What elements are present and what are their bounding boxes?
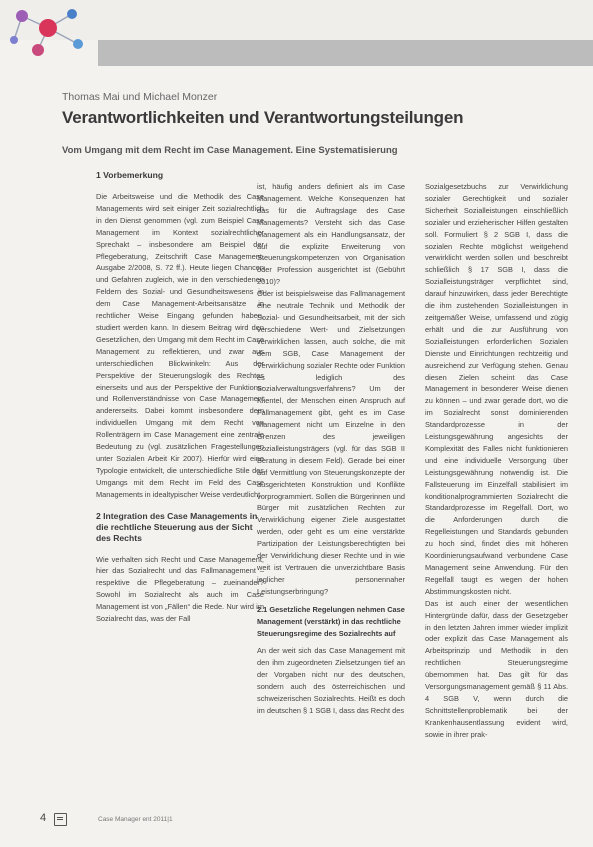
page-footer	[40, 812, 560, 828]
journal-reference: Case Manager ent 2011|1	[98, 816, 173, 823]
article-title: Verantwortlichkeiten und Verantwortungsteilungen	[62, 108, 464, 127]
body-paragraph: Das ist auch einer der wesentlichen Hintergründe dafür, dass der Gesetzgeber in den letzten Jahren immer wieder implizit oder explizit das Case Management als Arbeitsprinzip und Methodik in den rechtlichen Steuerungsregime übernommen hat. Das gilt für das Versorgungsmanagement gemäß § 11 Abs. 4 SGB V, wenn durch die Schnittstellenproblematik bei der Krankenhausentlassung evident wird, sowie in ihrer prak-	[425, 598, 568, 739]
page-number: 4	[40, 812, 47, 824]
section-heading-2: 2 Integration des Case Managements in die rechtliche Steuerung aus der Sicht des Rechts	[96, 510, 258, 543]
header-stripe	[98, 40, 593, 66]
column-1	[96, 170, 264, 625]
article-subtitle: Vom Umgang mit dem Recht im Case Management. Eine Systematisierung	[62, 145, 398, 156]
authors: Thomas Mai und Michael Monzer	[62, 91, 218, 103]
body-paragraph: Wie verhalten sich Recht und Case Management, hier das Sozialrecht und das Fallmanagement – respektive die Pflegeberatung – zueinander? Sowohl im Sozialrecht als auch im Case Management ist von „Fällen“ die Rede. Nur wird im Sozialrecht das, was der Fall	[96, 554, 264, 624]
subsection-heading: 2.1 Gesetzliche Regelungen nehmen Case Management (verstärkt) in das rechtliche Steuerungsregime des Sozialrechts auf	[257, 604, 405, 638]
body-paragraph: An der weit sich das Case Management mit den ihm zugeordneten Zielsetzungen tief an der Vorgaben nicht nur des deutschen, sondern auch des österreichischen und schweizerischen Sozialrechts. Heißt es doch im deutschen § 1 SGB I, dass das Recht des	[257, 646, 405, 715]
molecule-network-logo	[8, 2, 90, 60]
body-paragraph: Sozialgesetzbuchs zur Verwirklichung sozialer Gerechtigkeit und sozialer Sicherheit Sozialleistungen einschließlich sozialer und erzieherischer Hilfen gestalten soll. Formuliert § 2 SGB I, dass die sozialen Rechte möglichst weitgehend verwirklicht werden sollen und beschreibt schließlich § 17 SGB I, dass die Sozialleistungsträger verpflichtet sind, darauf hinzuwirken, dass jeder Berechtigte die ihm zustehenden Sozialleistungen in zeitgemäßer Weise, umfassend und zügig erhält und die zur Ausführung von Sozialleistungen erforderlichen Sozialen Dienste und Einrichtungen rechtzeitig und ausreichend zur Verfügung stehen. Genau diesen Zielen scheint das Case Management in besonderer Weise dienen zu können – und zwar gerade dort, wo die im Sozialrecht sonst dominierenden Standardprozesse in der Leistungsgewährung angesichts der Komplexität des Falles nicht funktionieren und eine individuelle Versorgung über Leistungsgewährung notwendig ist. Die Fallsteuerung im Einzelfall stabilisiert im konditionalprogrammierten Sozialrecht die Standardprozesse im Regelfall. Dort, wo die Anforderungen durch die Regelleistungen und Standards gebunden zu hoch sind, findet dies mit höheren Koordinierungsaufwand verbundene Case Management seine Anwendung. Für den Regelfall taugt es wegen der hohen Abstimmungskosten nicht.	[425, 182, 568, 596]
body-paragraph: Oder ist beispielsweise das Fallmanagement eine neutrale Technik und Methodik der Sozial- und Gesundheitsarbeit, mit der sich verschiedene Wert- und Zielsetzungen verwirklichen lassen, auch solche, die mit dem SGB, Case Management der Verwirklichung sozialer Rechte oder Funktion es lediglich des Sozialverwaltungsverfahrens? Um der Klientel, der Menschen einen Anspruch auf Fallmanagement gibt, geht es im Case Management nicht um Einzelne in den Grenzen des jeweiligen Sozialleistungsträgers (vgl. für das SGB II Beratung in diesem Feld). Gerade bei einer auf Vermittlung von Steuerungskonzepte der ausgerichteten Konstruktion und Konflikte vorprogrammiert. Sollen die Bürgerinnen und Bürger mit zusätzlichen Rechten zur Verwirklichung eigener Ziele ausgestattet werden, oder geht es um eine verstärkte Partizipation der Leistungsberechtigten bei der Verwirklichung dieser Rechte und in wie weit ist Vertrauen die unverzichtbare Basis jeglicher personennaher Leistungserbringung?	[257, 289, 405, 596]
page-icon	[54, 813, 67, 826]
column-2	[257, 181, 405, 717]
section-heading-1: 1 Vorbemerkung	[96, 170, 164, 180]
column-3	[425, 181, 568, 741]
body-paragraph: ist, häufig anders definiert als im Case Management. Welche Konsequenzen hat das für die Auftragslage des Case Managements? Versteht sich das Case Management als ein Handlungsansatz, der auf die explizite Erweiterung von Steuerungskompetenzen von Organisation oder Profession ausgerichtet ist (Gebührt 2010)?	[257, 182, 405, 287]
body-paragraph: Die Arbeitsweise und die Methodik des Case Managements wird seit einiger Zeit sozialrechtlich in den Dienst genommen (vgl. zum Beispiel Case Management im Kontext sozialrechtlicher Sprechakt – insbesondere am Beispiel der Pflegeberatung, Zeitschrift Case Management, Ausgabe 2/2008, S. 72 ff.). Heute liegen Chancen und Gefahren zugleich, wie in den verschiedenen Feldern des Sozial- und Gesundheitswesens in dem Case Management-Arbeitsansätze in rechtlicher Weise Eingang gefunden haben, studiert werden kann. In diesem Beitrag wird den Gesetzlichen, den Umgang mit dem Recht im Case Management zu reflektieren, und zwar aus unterschiedlichen Blickwinkeln: Aus der Perspektive der Steuerungslogik des Rechtes einerseits und aus der Perspektive der Funktions- und Rollenverständnisse von Case Management andererseits. Dabei kommt insbesondere dem individuellen Umgang mit dem Recht von Rollenträgern im Case Management eine zentrale Bedeutung zu (vgl. zusätzlichen Fragestellungen unter Sozialen Arbeit Kir 2007). Hierfür wird eine Typologie entwickelt, die unterschiedliche Stile des Umgangs mit dem Recht im Feld des Case Managements in idealtypischer Weise verdeutlicht.	[96, 192, 265, 499]
